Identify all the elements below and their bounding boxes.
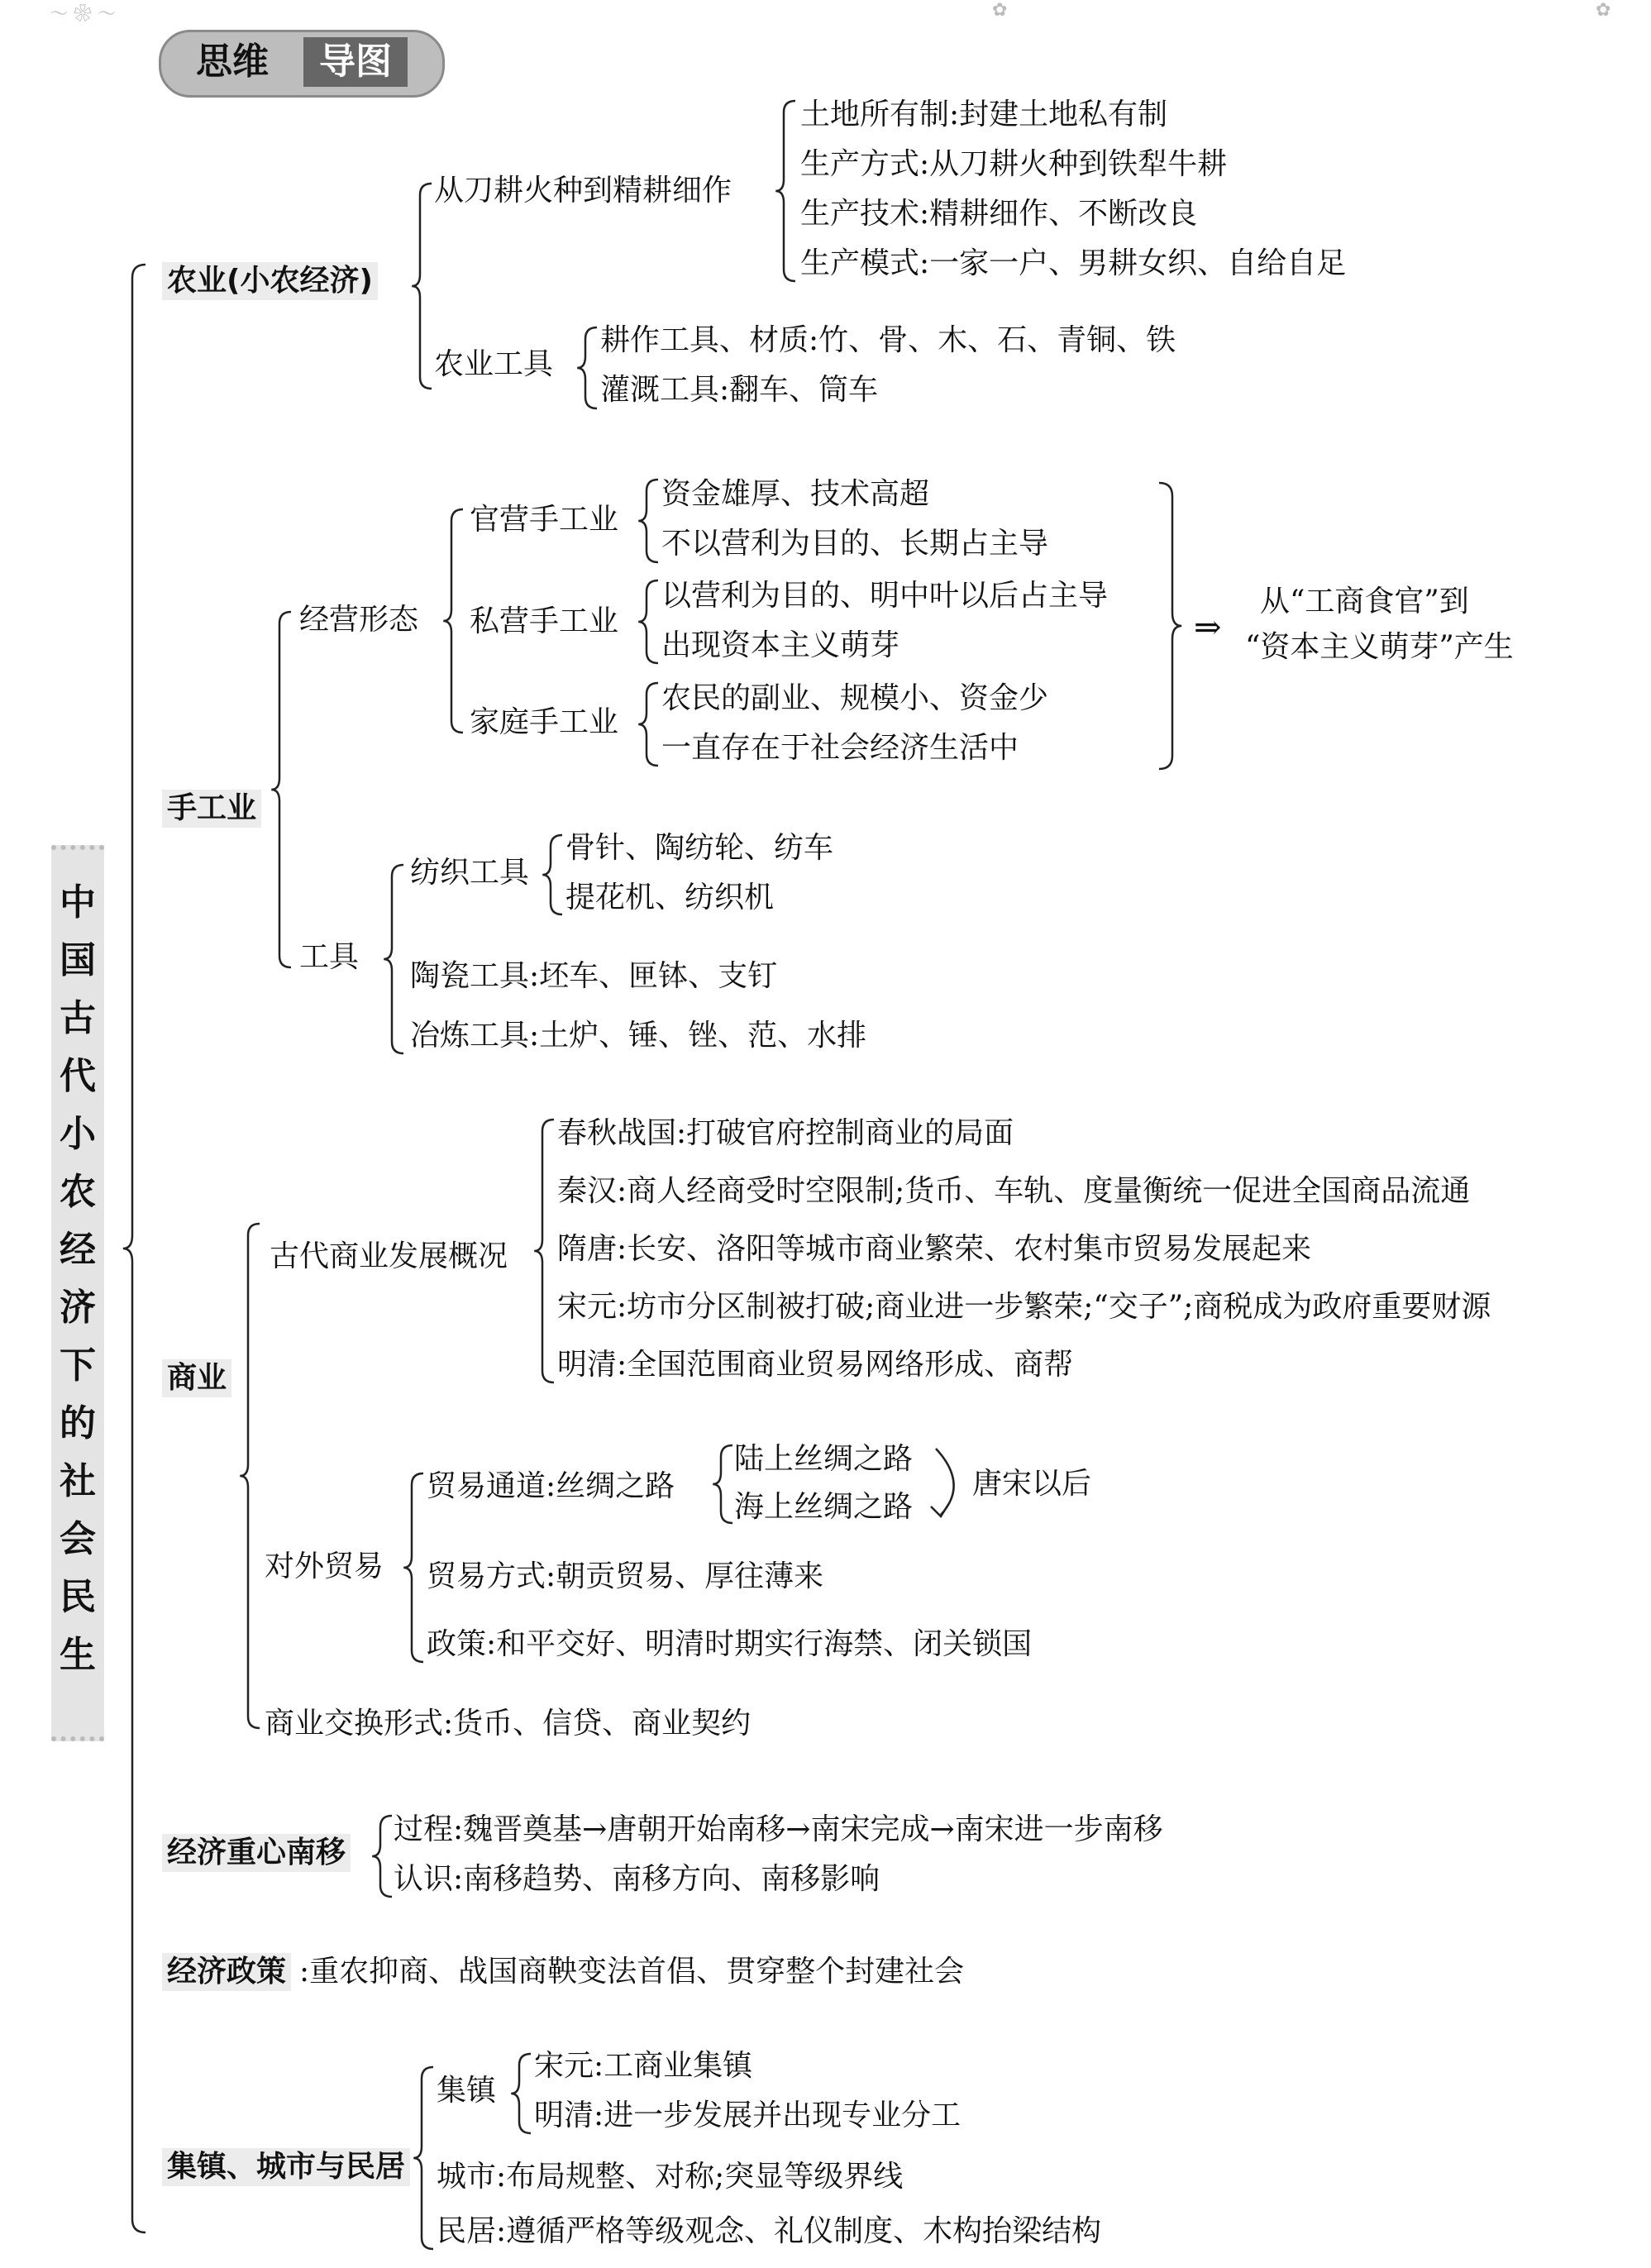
node-anc-spring-autumn: 春秋战国:打破官府控制商业的局面	[557, 1116, 1014, 1150]
node-ceramic-tools: 陶瓷工具:坯车、匣钵、支钉	[410, 959, 778, 993]
node-agri-dev-land: 土地所有制:封建土地私有制	[800, 98, 1168, 131]
node-south-process: 过程:魏晋奠基→唐朝开始南移→南宋完成→南宋进一步南移	[394, 1812, 1163, 1846]
node-south-understanding: 认识:南移趋势、南移方向、南移影响	[394, 1862, 880, 1896]
brace	[443, 509, 463, 733]
brace	[413, 2067, 433, 2249]
node-agri-dev-mode: 生产方式:从刀耕火种到铁犁牛耕	[800, 147, 1228, 181]
node-agriculture: 农业(小农经济)	[162, 262, 378, 300]
brace	[638, 480, 658, 562]
node-commerce-exchange: 商业交换形式:货币、信贷、商业契约	[265, 1707, 752, 1740]
node-textile-2: 提花机、纺织机	[565, 881, 775, 914]
node-anc-song-yuan: 宋元:坊市分区制被打破;商业进一步繁荣;“交子”;商税成为政府重要财源	[557, 1290, 1491, 1324]
node-agri-dev-tech: 生产技术:精耕细作、不断改良	[800, 197, 1198, 231]
node-anc-qin-han: 秦汉:商人经商受时空限制;货币、车轨、度量衡统一促进全国商品流通	[557, 1174, 1471, 1208]
brace	[638, 580, 658, 663]
node-textile-1: 骨针、陶纺轮、纺车	[565, 831, 834, 865]
node-ancient-commerce: 古代商业发展概况	[270, 1239, 508, 1273]
node-craft-tools: 工具	[299, 940, 360, 974]
brace	[638, 683, 658, 766]
brace	[403, 1473, 423, 1662]
node-anc-sui-tang: 隋唐:长安、洛阳等城市商业繁荣、农村集市贸易发展起来	[557, 1232, 1312, 1266]
brace	[384, 865, 403, 1053]
brace	[412, 184, 432, 389]
top-ornament-center: ✿	[992, 0, 1008, 21]
brace	[577, 327, 597, 408]
node-commerce: 商业	[162, 1359, 231, 1397]
brace	[511, 2054, 531, 2133]
brace	[542, 835, 562, 914]
badge-label-left: 思维	[196, 41, 269, 83]
node-textile-tools: 纺织工具	[410, 856, 530, 890]
node-private-craft: 私营手工业	[470, 604, 619, 638]
node-economic-policy-detail: :重农抑商、战国商鞅变法首倡、贯穿整个封建社会	[299, 1955, 965, 1989]
node-home-craft: 家庭手工业	[470, 705, 619, 739]
node-agri-tool-farming: 耕作工具、材质:竹、骨、木、石、青铜、铁	[600, 323, 1176, 357]
node-towns-cities-homes: 集镇、城市与民居	[162, 2148, 410, 2186]
node-agri-tools: 农业工具	[434, 347, 554, 381]
brace	[271, 612, 291, 967]
node-dwellings: 民居:遵循严格等级观念、礼仪制度、木构抬梁结构	[437, 2214, 1102, 2248]
vertical-title-char: 代	[60, 1055, 96, 1097]
node-trade-route: 贸易通道:丝绸之路	[427, 1469, 675, 1503]
node-towns-song-yuan: 宋元:工商业集镇	[534, 2049, 753, 2083]
vertical-title-char: 济	[60, 1287, 96, 1329]
node-gov-craft: 官营手工业	[470, 503, 619, 537]
node-result-line2: “资本主义萌芽”产生	[1245, 630, 1514, 664]
node-trade-mode: 贸易方式:朝贡贸易、厚往薄来	[427, 1559, 824, 1593]
node-land-silk-road: 陆上丝绸之路	[734, 1442, 914, 1476]
vertical-title-char: 民	[60, 1576, 96, 1618]
brace	[775, 101, 795, 281]
node-market-towns: 集镇	[437, 2074, 497, 2108]
brace	[240, 1224, 260, 1728]
node-craft-forms: 经营形态	[299, 603, 419, 637]
node-sea-silk-road: 海上丝绸之路	[734, 1490, 914, 1524]
node-trade-policy: 政策:和平交好、明清时期实行海禁、闭关锁国	[427, 1627, 1033, 1661]
node-agri-development: 从刀耕火种到精耕细作	[434, 174, 732, 208]
node-smelting-tools: 冶炼工具:土炉、锤、锉、范、水排	[410, 1019, 867, 1053]
node-home-1: 农民的副业、规模小、资金少	[661, 681, 1049, 715]
node-cities: 城市:布局规整、对称;突显等级界线	[437, 2160, 904, 2194]
brace	[372, 1816, 392, 1897]
node-gov-2: 不以营利为目的、长期占主导	[661, 527, 1049, 561]
node-anc-ming-qing: 明清:全国范围商业贸易网络形成、商帮	[557, 1348, 1074, 1382]
node-economic-center-south: 经济重心南移	[162, 1834, 351, 1872]
node-home-2: 一直存在于社会经济生活中	[661, 731, 1019, 765]
node-after-tang-song: 唐宋以后	[972, 1467, 1092, 1501]
node-agri-dev-pattern: 生产模式:一家一户、男耕女织、自给自足	[800, 246, 1347, 280]
brace	[713, 1445, 732, 1523]
node-pri-1: 以营利为目的、明中叶以后占主导	[661, 579, 1109, 613]
node-gov-1: 资金雄厚、技术高超	[661, 477, 930, 511]
vertical-title-char: 经	[60, 1229, 96, 1271]
brace	[534, 1120, 554, 1382]
vertical-title-char: 的	[60, 1402, 96, 1444]
node-foreign-trade: 对外贸易	[265, 1549, 384, 1583]
top-ornament-left: ～ ❀ ～	[50, 4, 116, 25]
vertical-title-char: 社	[60, 1460, 96, 1502]
vertical-title-char: 下	[60, 1344, 96, 1387]
node-pri-2: 出现资本主义萌芽	[661, 628, 900, 662]
node-result-line1: 从“工商食官”到	[1260, 585, 1469, 618]
top-ornament-right: ✿	[1596, 0, 1611, 21]
node-towns-ming-qing: 明清:进一步发展并出现专业分工	[534, 2098, 961, 2132]
vertical-title-char: 中	[60, 881, 96, 924]
arrow-to-result: ⇒	[1194, 609, 1222, 647]
vertical-title-char: 小	[60, 1113, 96, 1155]
vertical-title-char: 农	[60, 1171, 96, 1213]
vertical-title-char: 生	[60, 1634, 96, 1676]
brace	[123, 265, 146, 2232]
vertical-title-char: 会	[60, 1518, 96, 1560]
merge-arrow	[931, 1449, 954, 1516]
node-economic-policy: 经济政策	[162, 1953, 291, 1991]
node-handicraft: 手工业	[162, 790, 261, 828]
vertical-title-char: 国	[60, 939, 96, 981]
vertical-title-char: 古	[60, 997, 96, 1039]
node-agri-tool-irrigation: 灌溉工具:翻车、筒车	[600, 373, 879, 407]
right-brace	[1159, 483, 1181, 769]
badge-label-right: 导图	[303, 37, 408, 87]
